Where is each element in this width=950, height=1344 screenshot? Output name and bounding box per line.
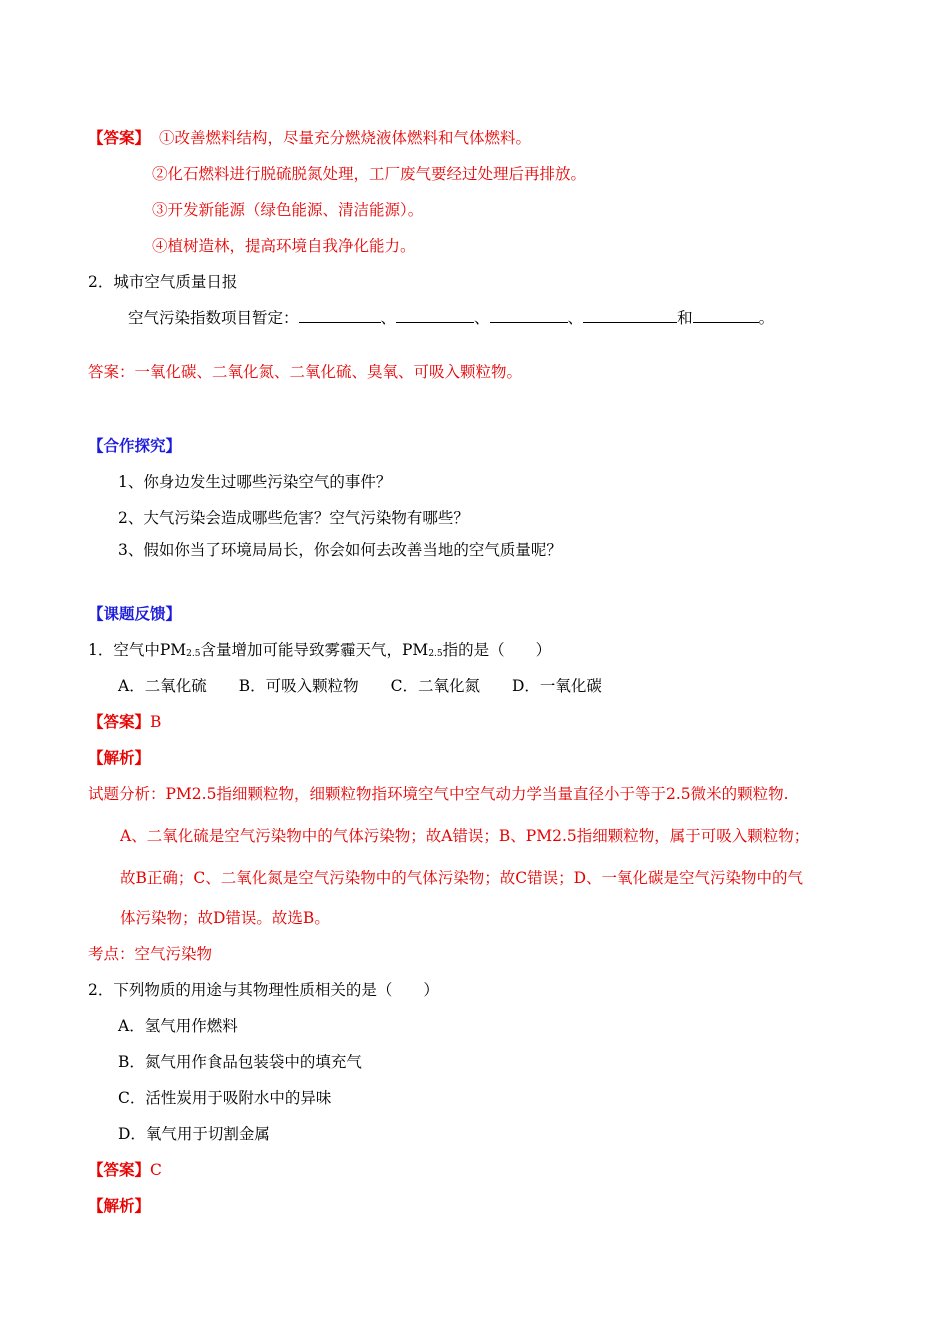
explore-heading: 【合作探究】 <box>88 436 182 455</box>
explore-item-1: 1、你身边发生过哪些污染空气的事件？ <box>118 473 392 491</box>
fill-prefix: 空气污染指数项目暂定： <box>128 309 299 327</box>
explore-item-3: 3、假如你当了环境局局长，你会如何去改善当地的空气质量呢？ <box>118 541 562 559</box>
blank-4[interactable] <box>583 308 677 323</box>
option-d[interactable]: D．一氧化碳 <box>511 677 602 695</box>
blank-5[interactable] <box>693 308 759 323</box>
analysis-line-4: 体污染物；故D错误。故选B。 <box>120 909 330 927</box>
feedback-q2-answer <box>88 1160 162 1180</box>
subscript: 2.5 <box>186 649 201 659</box>
and-word: 和 <box>677 309 693 327</box>
option-c[interactable]: C．二氧化氮 <box>390 677 480 695</box>
question-2-title: 2．城市空气质量日报 <box>88 273 238 291</box>
separator: 、 <box>567 309 584 327</box>
blank-2[interactable] <box>396 308 474 323</box>
explore-item-2: 2、大气污染会造成哪些危害？空气污染物有哪些？ <box>118 509 469 527</box>
answer-item-2: ②化石燃料进行脱硫脱氮处理，工厂废气要经过处理后再排放。 <box>152 165 587 183</box>
analysis-tag: 【解析】 <box>88 1196 151 1215</box>
option-b[interactable]: B．可吸入颗粒物 <box>238 677 359 695</box>
feedback-q2-option-b[interactable]: B．氮气用作食品包装袋中的填充气 <box>118 1053 362 1071</box>
period: 。 <box>758 309 775 327</box>
stem-part: 含量增加可能导致雾霾天气，PM <box>200 641 429 659</box>
feedback-q2-option-a[interactable]: A．氢气用作燃料 <box>118 1017 238 1035</box>
analysis-tag: 【解析】 <box>88 748 151 767</box>
blank-1[interactable] <box>299 308 381 323</box>
answer-tag: 【答案】 <box>88 1160 151 1179</box>
question-2-answer: 答案：一氧化碳、二氧化氮、二氧化硫、臭氧、可吸入颗粒物。 <box>88 363 523 381</box>
analysis-line-2: A、二氧化硫是空气污染物中的气体污染物；故A错误；B、PM2.5指细颗粒物，属于可吸入颗粒物； <box>120 827 810 845</box>
feedback-heading: 【课题反馈】 <box>88 604 182 623</box>
feedback-q1-options <box>118 676 602 696</box>
answer-tag: 【答案】 <box>88 128 151 147</box>
separator: 、 <box>474 309 490 327</box>
answer-value: C <box>150 1161 162 1179</box>
feedback-q1-stem <box>88 640 551 664</box>
feedback-q2-option-d[interactable]: D．氧气用于切割金属 <box>118 1125 270 1143</box>
answer-item-1: ①改善燃料结构，尽量充分燃烧液体燃料和气体燃料。 <box>158 129 531 147</box>
answer-block-1 <box>88 128 531 148</box>
blank-3[interactable] <box>490 308 568 323</box>
analysis-line-1: 试题分析：PM2.5指细颗粒物，细颗粒物指环境空气中空气动力学当量直径小于等于2.5微米的颗粒物. <box>88 785 789 803</box>
answer-item-3: ③开发新能源（绿色能源、清洁能源）。 <box>152 201 424 219</box>
feedback-q1-answer <box>88 712 161 732</box>
answer-value: B <box>150 713 162 731</box>
kaodian: 考点：空气污染物 <box>88 945 213 963</box>
option-a[interactable]: A．二氧化硫 <box>118 677 207 695</box>
feedback-q2-option-c[interactable]: C．活性炭用于吸附水中的异味 <box>118 1089 332 1107</box>
separator: 、 <box>380 309 397 327</box>
stem-part: 指的是（ ） <box>442 641 552 659</box>
answer-tag: 【答案】 <box>88 712 151 731</box>
answer-item-4: ④植树造林，提高环境自我净化能力。 <box>152 237 416 255</box>
feedback-q2-stem: 2．下列物质的用途与其物理性质相关的是（ ） <box>88 981 439 999</box>
fill-in-line <box>128 308 774 328</box>
analysis-line-3: 故B正确；C、二氧化氮是空气污染物中的气体污染物；故C错误；D、一氧化碳是空气污染物中的气 <box>120 869 804 887</box>
stem-part: 1．空气中PM <box>88 641 187 659</box>
subscript: 2.5 <box>428 649 443 659</box>
